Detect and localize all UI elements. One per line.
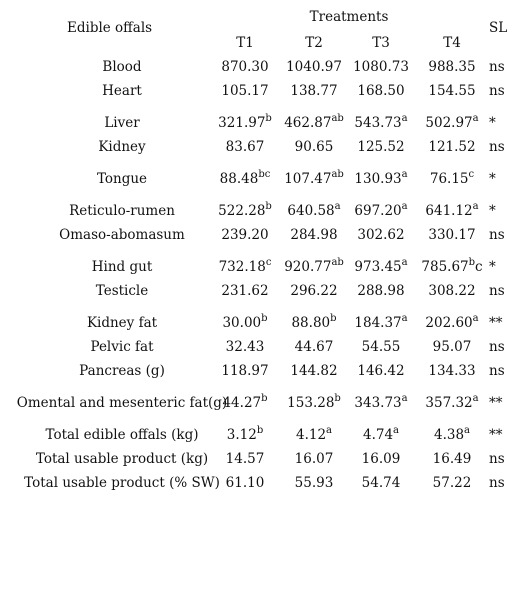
row-label: Liver: [104, 115, 140, 131]
value-number: 988.35: [428, 59, 476, 75]
value-number: 76.15: [429, 171, 469, 187]
value-cell: [221, 83, 268, 99]
significance-level: ns: [489, 363, 505, 379]
row-label: Kidney: [98, 139, 146, 155]
value-cell: [227, 427, 263, 445]
value-number: 32.43: [225, 339, 265, 355]
value-cell: [433, 339, 472, 355]
value-cell: [290, 227, 337, 243]
significance-superscript: b: [256, 425, 264, 436]
value-cell: [428, 227, 475, 243]
row-label: Hind gut: [91, 259, 153, 275]
value-number: 153.28: [287, 395, 335, 411]
header-sl: SL: [489, 20, 508, 36]
value-cell: [357, 363, 404, 379]
value-cell: [425, 203, 478, 221]
significance-level: ns: [489, 139, 505, 155]
value-cell: [354, 259, 407, 277]
value-number: 144.82: [290, 363, 338, 379]
significance-superscript: a: [401, 313, 408, 324]
value-cell: [284, 115, 344, 133]
row-label: Blood: [102, 59, 142, 75]
value-number: 462.87: [284, 115, 332, 131]
value-cell: [428, 283, 475, 299]
value-cell: [284, 259, 344, 277]
value-number: 44.67: [294, 339, 334, 355]
value-cell: [290, 363, 337, 379]
value-number: 54.74: [361, 475, 401, 491]
row-label: Pelvic fat: [90, 339, 154, 355]
value-number: 640.58: [287, 203, 335, 219]
value-number: 88.80: [291, 315, 331, 331]
value-cell: [425, 395, 478, 413]
value-cell: [295, 451, 334, 467]
value-cell: [354, 203, 407, 221]
value-number: 105.17: [221, 83, 269, 99]
significance-superscript: a: [472, 113, 479, 124]
value-number: 870.30: [221, 59, 269, 75]
value-number: 134.33: [428, 363, 476, 379]
header-edible-offals: Edible offals: [67, 20, 153, 36]
header-t3: T3: [372, 35, 390, 51]
value-number: 239.20: [221, 227, 269, 243]
value-cell: [218, 115, 272, 133]
row-label: Total usable product (kg): [35, 451, 209, 467]
significance-level: ns: [489, 451, 505, 467]
value-cell: [222, 315, 267, 333]
value-cell: [357, 227, 404, 243]
value-number: 118.97: [221, 363, 269, 379]
significance-level: ns: [489, 83, 505, 99]
value-cell: [357, 139, 404, 155]
value-cell: [430, 171, 474, 189]
row-label: Reticulo-rumen: [69, 203, 175, 219]
value-number: 54.55: [361, 339, 401, 355]
value-number: 284.98: [290, 227, 338, 243]
value-number: 321.97: [218, 115, 266, 131]
row-label: Tongue: [96, 171, 148, 187]
value-number: 502.97: [425, 115, 473, 131]
value-cell: [354, 395, 407, 413]
value-cell: [220, 171, 271, 189]
row-label: Pancreas (g): [79, 363, 165, 379]
significance-superscript: a: [326, 425, 333, 436]
value-cell: [428, 363, 475, 379]
significance-superscript: a: [401, 393, 408, 404]
value-number: 4.12: [295, 427, 327, 443]
value-cell: [428, 83, 475, 99]
value-cell: [362, 451, 401, 467]
significance-superscript: ab: [331, 113, 344, 124]
significance-level: *: [489, 259, 496, 275]
significance-level: ns: [489, 339, 505, 355]
value-number: 16.49: [432, 451, 472, 467]
value-cell: [357, 83, 404, 99]
value-number: 641.12: [425, 203, 473, 219]
value-cell: [357, 283, 404, 299]
value-cell: [226, 451, 265, 467]
value-number: 16.07: [294, 451, 334, 467]
value-number: 231.62: [221, 283, 269, 299]
significance-level: **: [489, 427, 503, 443]
value-cell: [434, 427, 470, 445]
value-number: 121.52: [428, 139, 476, 155]
value-cell: [353, 59, 409, 75]
value-number: 1080.73: [353, 59, 409, 75]
value-cell: [354, 171, 407, 189]
row-label: Testicle: [95, 283, 149, 299]
value-number: 44.27: [222, 395, 262, 411]
value-number: 90.65: [294, 139, 334, 155]
value-number: 30.00: [222, 315, 262, 331]
value-cell: [363, 427, 399, 445]
value-number: 4.74: [362, 427, 394, 443]
significance-superscript: c: [265, 257, 272, 268]
value-number: 16.09: [361, 451, 401, 467]
value-number: 522.28: [218, 203, 266, 219]
value-number: 146.42: [357, 363, 405, 379]
value-number: 357.32: [425, 395, 473, 411]
value-number: 343.73: [354, 395, 402, 411]
value-number: 88.48: [219, 171, 259, 187]
value-number: 138.77: [290, 83, 338, 99]
significance-level: *: [489, 203, 496, 219]
significance-superscript: a: [401, 113, 408, 124]
value-cell: [295, 139, 334, 155]
significance-superscript: a: [401, 169, 408, 180]
significance-superscript: a: [334, 201, 341, 212]
value-cell: [421, 259, 482, 277]
value-cell: [218, 203, 272, 221]
value-number: 125.52: [357, 139, 405, 155]
value-number: 288.98: [357, 283, 405, 299]
significance-superscript: a: [472, 201, 479, 212]
value-number: 55.93: [294, 475, 334, 491]
value-cell: [295, 339, 334, 355]
significance-superscript: a: [401, 257, 408, 268]
value-number: 95.07: [432, 339, 472, 355]
value-number: 61.10: [225, 475, 265, 491]
header-treatments: Treatments: [309, 9, 389, 25]
value-number: 202.60: [425, 315, 473, 331]
significance-superscript: b: [330, 313, 337, 324]
row-label: Kidney fat: [86, 315, 158, 331]
significance-level: ns: [489, 59, 505, 75]
significance-superscript: b: [334, 393, 341, 404]
value-cell: [221, 283, 268, 299]
significance-level: ns: [489, 227, 505, 243]
significance-superscript: a: [393, 425, 400, 436]
significance-superscript: bc: [258, 169, 271, 180]
significance-superscript: a: [472, 393, 479, 404]
value-cell: [295, 475, 334, 491]
value-cell: [296, 427, 332, 445]
significance-superscript: b: [261, 393, 268, 404]
value-number: 732.18: [218, 259, 266, 275]
value-number: 697.20: [354, 203, 402, 219]
significance-superscript: c: [468, 169, 475, 180]
significance-superscript: a: [464, 425, 471, 436]
value-cell: [221, 363, 268, 379]
significance-superscript: a: [401, 201, 408, 212]
value-cell: [362, 475, 401, 491]
significance-level: *: [489, 115, 496, 131]
header-t1: T1: [236, 35, 254, 51]
value-cell: [425, 115, 478, 133]
value-cell: [425, 315, 478, 333]
value-cell: [222, 395, 267, 413]
value-number: 83.67: [225, 139, 265, 155]
value-cell: [226, 475, 265, 491]
value-cell: [290, 283, 337, 299]
value-number: 184.37: [354, 315, 402, 331]
row-label: Omental and mesenteric fat(g): [16, 395, 228, 411]
significance-superscript: b: [265, 113, 272, 124]
value-cell: [354, 115, 407, 133]
header-t4: T4: [443, 35, 461, 51]
value-cell: [221, 59, 268, 75]
value-cell: [428, 139, 475, 155]
value-number: 302.62: [357, 227, 405, 243]
significance-level: **: [489, 315, 503, 331]
significance-superscript: b: [265, 201, 272, 212]
value-cell: [226, 139, 265, 155]
value-number: 308.22: [428, 283, 476, 299]
value-cell: [362, 339, 401, 355]
value-cell: [286, 59, 342, 75]
value-cell: [284, 171, 344, 189]
value-number: 973.45: [354, 259, 402, 275]
value-number: 330.17: [428, 227, 476, 243]
value-number: 4.38: [433, 427, 465, 443]
header-t2: T2: [305, 35, 323, 51]
value-cell: [428, 59, 475, 75]
row-label: Total edible offals (kg): [45, 427, 199, 443]
value-number: 130.93: [354, 171, 402, 187]
value-number: 1040.97: [286, 59, 342, 75]
extra-letter: c: [475, 259, 483, 275]
significance-level: ns: [489, 475, 505, 491]
value-cell: [226, 339, 265, 355]
value-number: 57.22: [432, 475, 472, 491]
significance-superscript: ab: [331, 169, 344, 180]
row-label: Total usable product (% SW): [24, 475, 220, 491]
value-number: 543.73: [354, 115, 402, 131]
value-number: 296.22: [290, 283, 338, 299]
significance-superscript: b: [261, 313, 268, 324]
value-cell: [287, 203, 340, 221]
significance-superscript: ab: [331, 257, 344, 268]
value-number: 785.67: [421, 259, 469, 275]
value-number: 107.47: [284, 171, 332, 187]
significance-level: ns: [489, 283, 505, 299]
value-cell: [287, 395, 341, 413]
value-number: 14.57: [225, 451, 265, 467]
significance-superscript: a: [472, 313, 479, 324]
value-number: 154.55: [428, 83, 476, 99]
value-cell: [433, 475, 472, 491]
value-cell: [221, 227, 268, 243]
value-cell: [291, 315, 336, 333]
row-label: Heart: [102, 83, 142, 99]
value-cell: [433, 451, 472, 467]
significance-level: *: [489, 171, 496, 187]
value-number: 168.50: [357, 83, 405, 99]
value-cell: [290, 83, 337, 99]
significance-superscript: b: [468, 257, 476, 268]
value-number: 920.77: [284, 259, 332, 275]
value-number: 3.12: [226, 427, 257, 443]
row-label: Omaso-abomasum: [59, 227, 185, 243]
value-cell: [354, 315, 407, 333]
significance-level: **: [489, 395, 503, 411]
value-cell: [219, 259, 272, 277]
